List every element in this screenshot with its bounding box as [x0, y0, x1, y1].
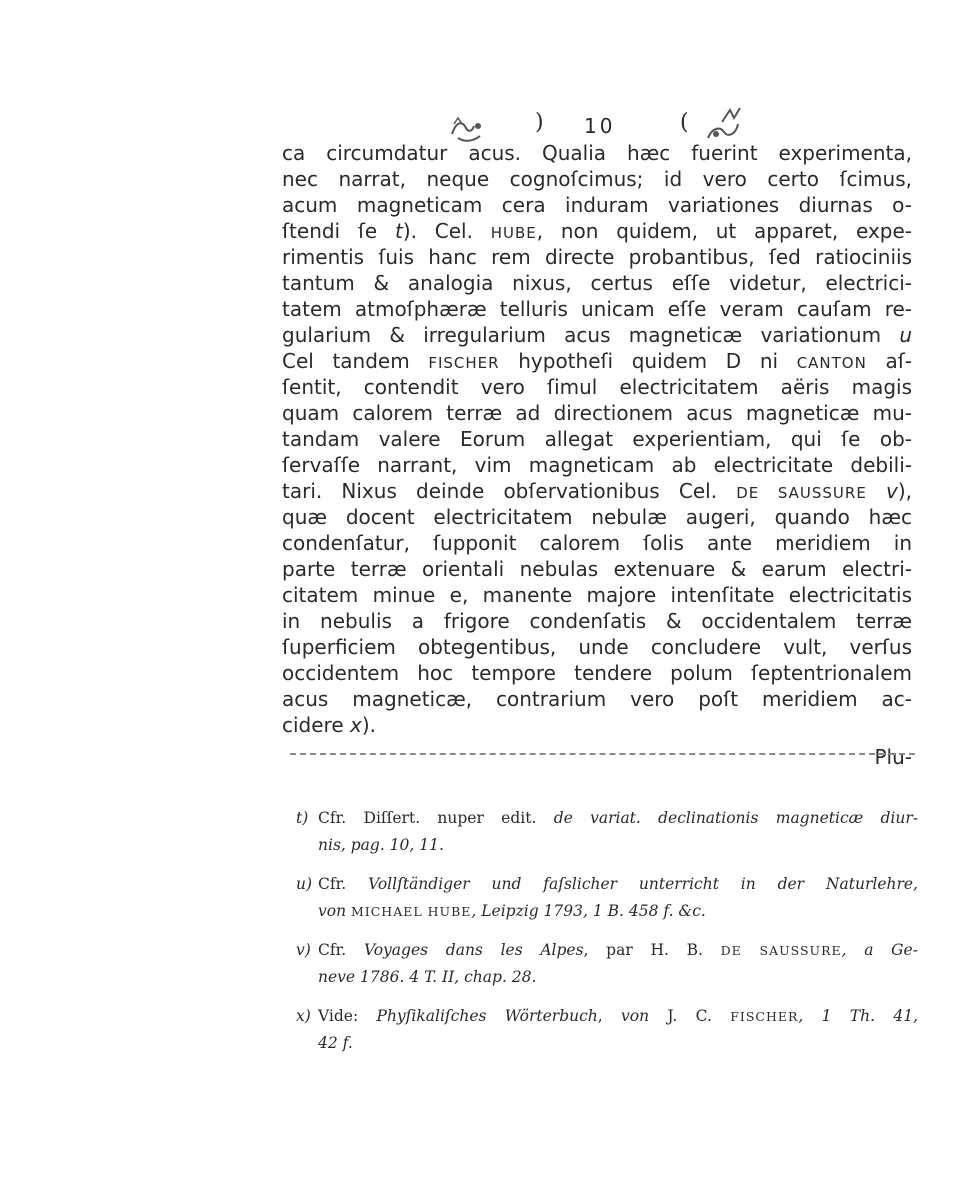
- text-line: tantum & analogia nixus, certus eſſe videtur, electrici-: [282, 271, 912, 295]
- text-line: ſervaſſe narrant, vim magneticam ab electricitate debili-: [282, 453, 912, 477]
- note-ref-v: v: [886, 479, 898, 503]
- name-saussure: DE SAUSSURE: [736, 484, 867, 502]
- text-line: citatem minue e, manente majore intenſitate electricitatis: [282, 583, 912, 607]
- footnote-label: t): [296, 809, 309, 827]
- text-line: ſentit, contendit vero ſimul electricitatem aëris magis: [282, 375, 912, 399]
- text-line: tandam valere Eorum allegat experientiam, qui ſe ob-: [282, 427, 912, 451]
- text-line: parte terræ orientali nebulas extenuare & earum electri-: [282, 557, 912, 581]
- footnote-divider: [290, 753, 915, 755]
- text-line: cidere x).: [282, 713, 377, 737]
- text-line: quam calorem terræ ad directionem acus magneticæ mu-: [282, 401, 912, 425]
- footnote-label: u): [296, 875, 313, 893]
- main-text: [282, 140, 912, 770]
- text-line: condenſatur, ſupponit calorem ſolis ante meridiem in: [282, 531, 912, 555]
- note-ref-t: t: [395, 219, 403, 243]
- text-line: nec narrat, neque cognoſcimus; id vero certo ſcimus,: [282, 167, 912, 191]
- footnote-label: v): [296, 941, 311, 959]
- text-line: tatem atmoſphæræ telluris unicam eſſe veram cauſam re-: [282, 297, 912, 321]
- text-line: Cel tandem FISCHER hypotheſi quidem D ni CANTON aſ-: [282, 349, 912, 373]
- text-line: rimentis ſuis hanc rem directe probantibus, ſed ratiociniis: [282, 245, 912, 269]
- text-line: in nebulis a frigore condenſatis & occidentalem terræ: [282, 609, 912, 633]
- note-ref-u: u: [899, 323, 912, 347]
- footnote-v: v) Cfr. Voyages dans les Alpes, par H. B. DE SAUSSURE, a Ge- neve 1786. 4 T. II, chap. 28.: [296, 937, 918, 991]
- footnote-t: t) Cfr. Diſſert. nuper edit. de variat. declinationis magneticæ diur- nis, pag. 10, 11.: [296, 805, 918, 859]
- header-bracket-right: (: [680, 110, 689, 135]
- name-fischer: FISCHER: [428, 354, 500, 372]
- note-ref-x: x: [350, 713, 362, 737]
- footnotes: [296, 805, 918, 1069]
- text-line: gularium & irregularium acus magneticæ variationum u: [282, 323, 912, 347]
- footnote-x: x) Vide: Phyſikaliſches Wörterbuch, von J. C. FISCHER, 1 Th. 41, 42 f.: [296, 1003, 918, 1057]
- catchword: Plu-: [874, 745, 912, 769]
- page-header: [448, 104, 748, 144]
- footnote-u: u) Cfr. Vollſtändiger und faſslicher unterricht in der Naturlehre, von MICHAEL HUBE, Leipzig 1793, 1 B. 458 f. &c.: [296, 871, 918, 925]
- name-canton: CANTON: [796, 354, 867, 372]
- text-line: ſuperficiem obtegentibus, unde concludere vult, verſus: [282, 635, 912, 659]
- text-line: ſtendi ſe t). Cel. HUBE, non quidem, ut apparet, expe-: [282, 219, 912, 243]
- text-line: acum magneticam cera induram variationes diurnas o-: [282, 193, 912, 217]
- text-line: tari. Nixus deinde obſervationibus Cel. DE SAUSSURE v),: [282, 479, 913, 503]
- text-line: occidentem hoc tempore tendere polum ſeptentrionalem: [282, 661, 912, 685]
- text-line: quæ docent electricitatem nebulæ augeri, quando hæc: [282, 505, 912, 529]
- header-bracket-left: ): [535, 110, 544, 135]
- name-hube: HUBE: [490, 224, 537, 242]
- text-line: acus magneticæ, contrarium vero poſt meridiem ac-: [282, 687, 912, 711]
- text-line: ca circumdatur acus. Qualia hæc fuerint experimenta,: [282, 141, 912, 165]
- ornament-right-icon: [702, 104, 744, 144]
- page-number: 10: [584, 114, 616, 138]
- footnote-label: x): [296, 1007, 311, 1025]
